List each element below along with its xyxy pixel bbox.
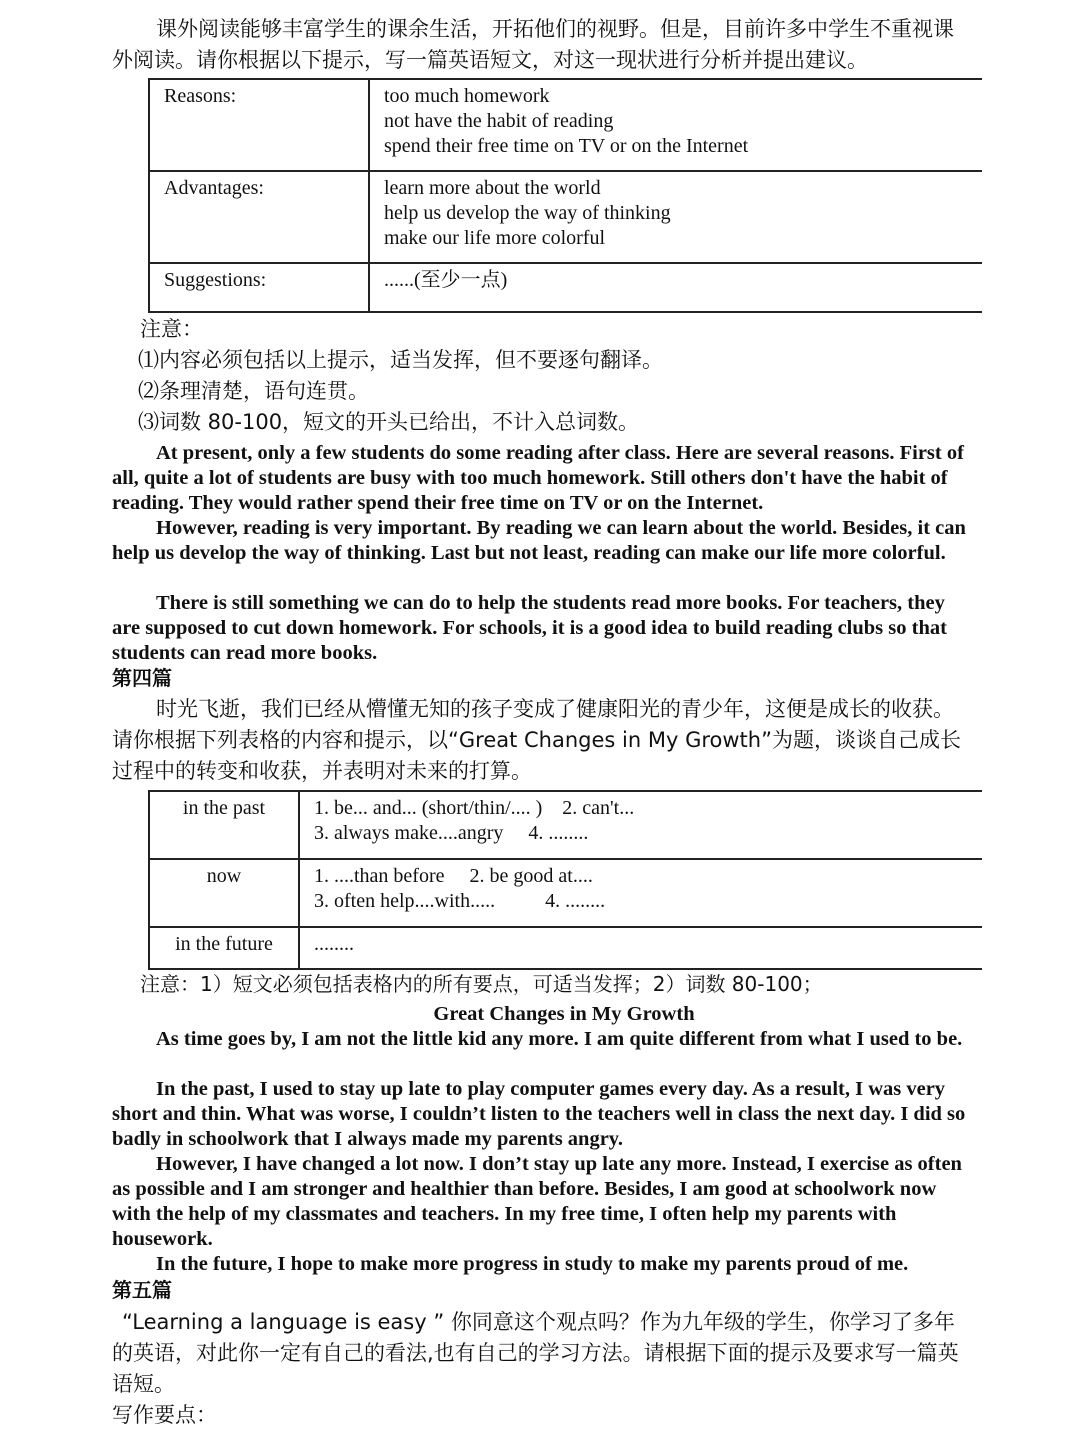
row-content: [299, 859, 982, 927]
task3-hint-table: [148, 78, 982, 313]
essay-paragraph: As time goes by, I am not the little kid any more. I am quite different from what I used to be.: [156, 1028, 963, 1050]
hint-line: make our life more colorful: [384, 227, 606, 249]
table-row: [149, 171, 982, 263]
writing-points-title: 写作要点：: [112, 1403, 217, 1427]
row-content: [369, 263, 982, 312]
task4-hint-table: [148, 790, 982, 970]
table-row: [149, 79, 982, 171]
essay-paragraph: There is still something we can do to help the students read more books. For teachers, they are supposed to cut down homework. For schools, it is a good idea to build reading clubs so that students can read more books.: [112, 592, 947, 664]
essay-paragraph: At present, only a few students do some reading after class. Here are several reasons. First of all, quite a lot of students are busy with too much homework. Still others don't have the habit of reading. They would rather spend their free time on TV or on the Internet.: [112, 442, 964, 514]
hint-line: 3. often help....with..... 4. ........: [314, 890, 606, 912]
row-label: in the future: [149, 927, 299, 969]
essay-paragraph: However, I have changed a lot now. I don’t stay up late any more. Instead, I exercise as often as possible and I am stronger and healthier than before. Besides, I am good at schoolwork now with the help of my classmates and teachers. In my free time, I often help my parents with housework.: [112, 1153, 962, 1250]
hint-line: learn more about the world: [384, 177, 601, 199]
table-row: [149, 859, 982, 927]
row-content: [369, 79, 982, 171]
note-item: ⑶词数 80-100，短文的开头已给出，不计入总词数。: [138, 410, 640, 434]
task3-intro: 课外阅读能够丰富学生的课余生活，开拓他们的视野。但是，目前许多中学生不重视课外阅读。请你根据以下提示，写一篇英语短文，对这一现状进行分析并提出建议。: [112, 17, 954, 72]
essay-paragraph: However, reading is very important. By reading we can learn about the world. Besides, it can help us develop the way of thinking. Last but not least, reading can make our life more colorful.: [112, 517, 966, 564]
hint-line: 1. ....than before 2. be good at....: [314, 865, 593, 887]
hint-line: 1. be... and... (short/thin/.... ) 2. can't...: [314, 797, 635, 819]
task4-note: 注意：1）短文必须包括表格内的所有要点，可适当发挥；2）词数 80-100；: [140, 972, 823, 996]
note-item: ⑴内容必须包括以上提示，适当发挥，但不要逐句翻译。: [138, 348, 663, 372]
row-content: [299, 791, 982, 859]
row-label: Reasons:: [149, 79, 369, 171]
note-item: ⑵条理清楚，语句连贯。: [138, 379, 369, 403]
table-row: [149, 927, 982, 969]
hint-line: 3. always make....angry 4. ........: [314, 822, 589, 844]
row-content: [299, 927, 982, 969]
row-label: Suggestions:: [149, 263, 369, 312]
row-label: now: [149, 859, 299, 927]
task5-intro: “Learning a language is easy ” 你同意这个观点吗？作为九年级的学生，你学习了多年的英语，对此你一定有自己的看法,也有自己的学习方法。请根据下面的提示及要求写一篇英语短。: [112, 1310, 959, 1396]
hint-line: spend their free time on TV or on the Internet: [384, 135, 749, 157]
table-row: [149, 263, 982, 312]
hint-line: not have the habit of reading: [384, 110, 614, 132]
row-content: [369, 171, 982, 263]
row-label: Advantages:: [149, 171, 369, 263]
section-heading: 第四篇: [112, 666, 172, 690]
essay-paragraph: In the future, I hope to make more progress in study to make my parents proud of me.: [156, 1253, 909, 1275]
essay-paragraph: In the past, I used to stay up late to play computer games every day. As a result, I was very short and thin. What was worse, I couldn’t listen to the teachers well in class the next day. I did so badly in schoolwork that I always made my parents angry.: [112, 1078, 966, 1150]
essay-title: Great Changes in My Growth: [433, 1003, 695, 1025]
hint-line: ........: [314, 933, 354, 955]
table-row: [149, 791, 982, 859]
section-heading: 第五篇: [112, 1278, 172, 1302]
hint-line: ......(至少一点): [384, 269, 508, 291]
hint-line: too much homework: [384, 85, 550, 107]
task4-intro: 时光飞逝，我们已经从懵懂无知的孩子变成了健康阳光的青少年，这便是成长的收获。请你根据下列表格的内容和提示，以“Great Changes in My Growth”为题，谈谈自己成长过程中的转变和收获，并表明对未来的打算。: [112, 697, 961, 783]
row-label: in the past: [149, 791, 299, 859]
notes-title: 注意：: [140, 317, 203, 341]
hint-line: help us develop the way of thinking: [384, 202, 671, 224]
